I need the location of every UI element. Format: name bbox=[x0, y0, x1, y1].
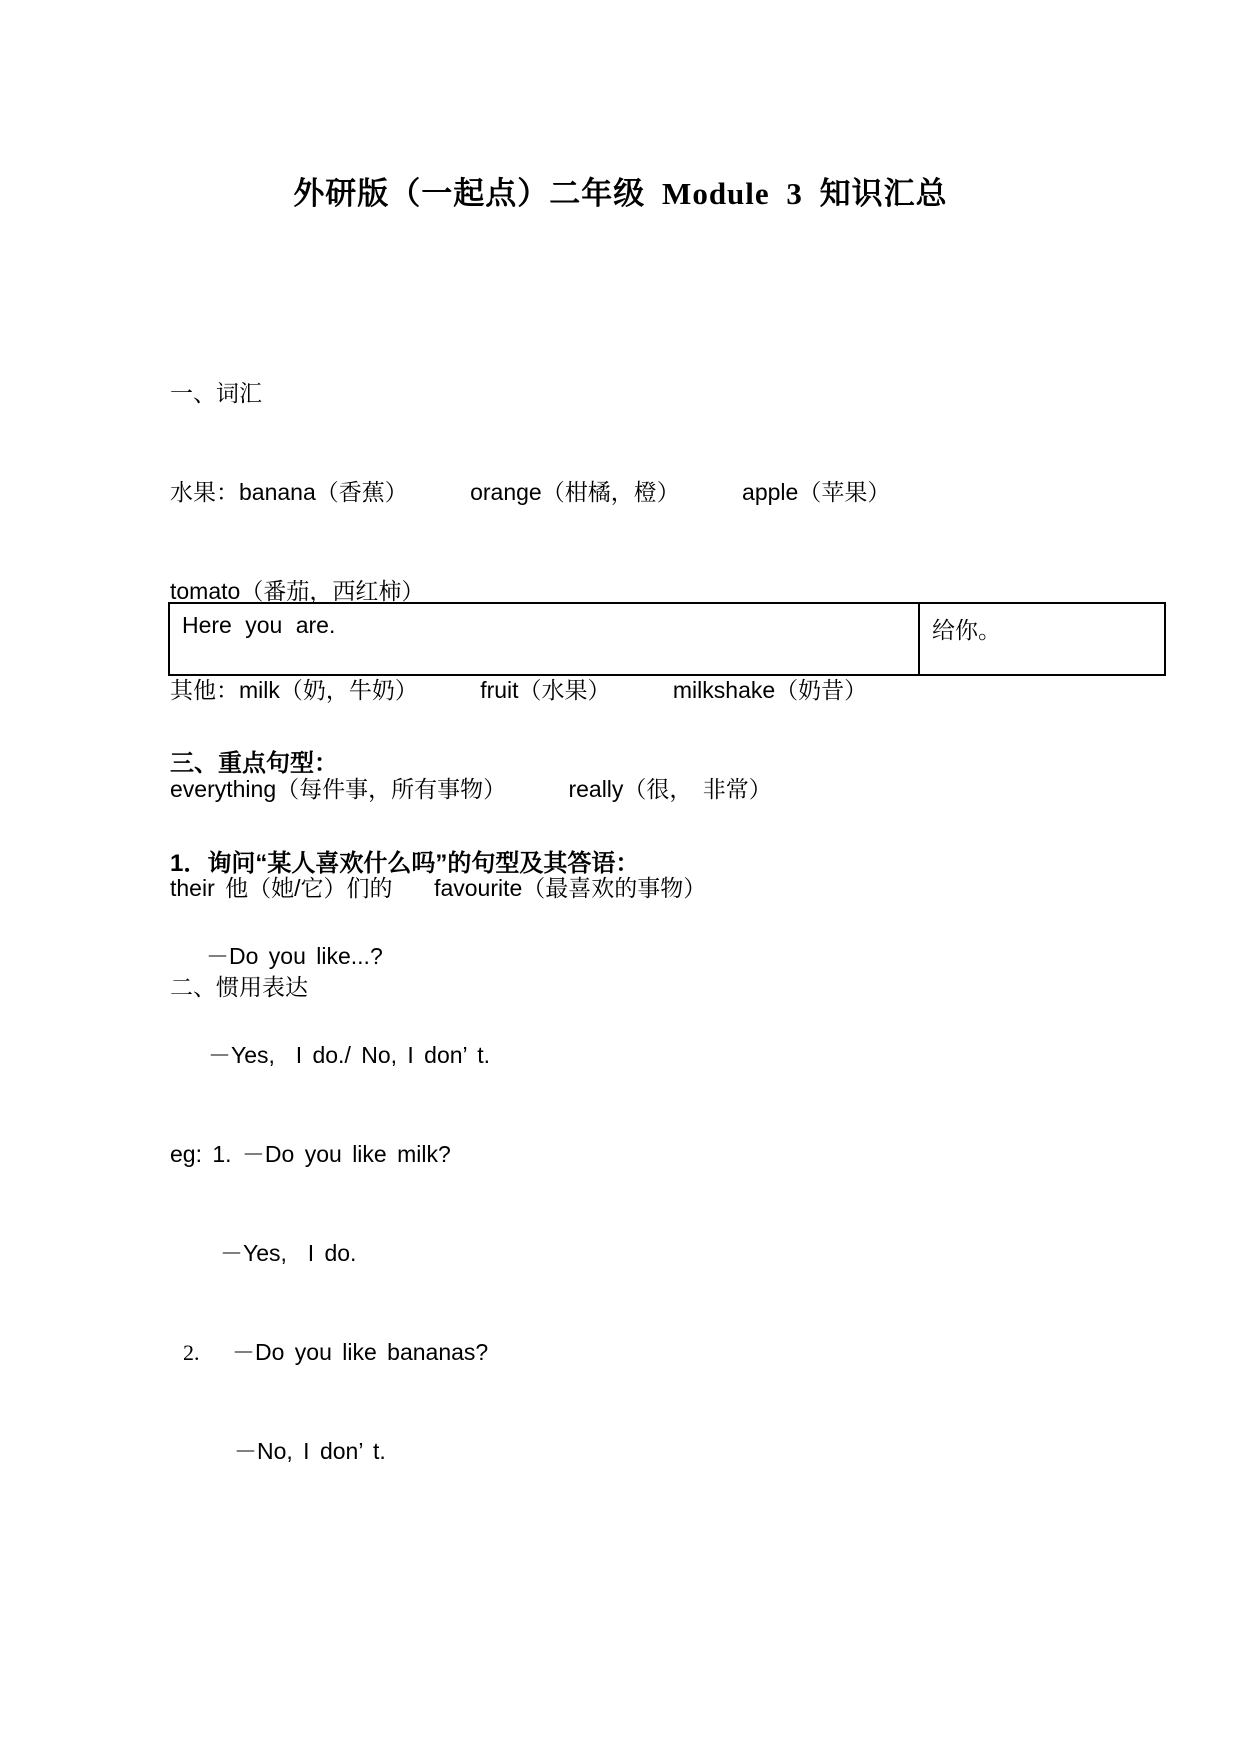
page-title: 外研版（一起点）二年级 Module 3 知识汇总 bbox=[293, 176, 948, 211]
example1-answer-line: －Yes, I do. bbox=[220, 1240, 357, 1266]
expressions-table bbox=[168, 602, 1166, 676]
pattern-answer-line: －Yes, I do./ No, I don’ t. bbox=[208, 1042, 490, 1068]
example2-question-line bbox=[170, 1336, 1120, 1369]
example1-question-line: eg: 1. －Do you like milk? bbox=[170, 1141, 451, 1167]
vocab-tomato-line: tomato（番茄，西红柿） bbox=[170, 578, 425, 604]
expressions-heading: 二、惯用表达 bbox=[170, 974, 308, 1000]
vocab-fruit-line: 水果：banana（香蕉） orange（柑橘，橙） apple（苹果） bbox=[170, 479, 891, 505]
expression-english-cell: Here you are. bbox=[169, 603, 919, 675]
vocab-everything-line: everything（每件事，所有事物） really（很， 非常） bbox=[170, 776, 772, 802]
vocab-heading: 一、词汇 bbox=[170, 380, 262, 406]
expression-chinese-cell: 给你。 bbox=[919, 603, 1165, 675]
example2-number: 2. bbox=[183, 1340, 200, 1365]
table-row bbox=[169, 603, 1165, 675]
pattern1-heading: 1．询问“某人喜欢什么吗”的句型及其答语： bbox=[170, 850, 640, 877]
pattern1-examples bbox=[170, 874, 1120, 1534]
example2-answer-line: －No, I don’ t. bbox=[234, 1438, 386, 1464]
vocab-their-line: their 他（她/它）们的 favourite（最喜欢的事物） bbox=[170, 875, 707, 901]
vocab-other-line: 其他：milk（奶，牛奶） fruit（水果） milkshake（奶昔） bbox=[170, 677, 868, 703]
pattern-question-line: －Do you like...? bbox=[206, 943, 383, 969]
key-patterns-heading: 三、重点句型： bbox=[170, 750, 338, 777]
example2-question-text: －Do you like bananas? bbox=[232, 1339, 489, 1365]
